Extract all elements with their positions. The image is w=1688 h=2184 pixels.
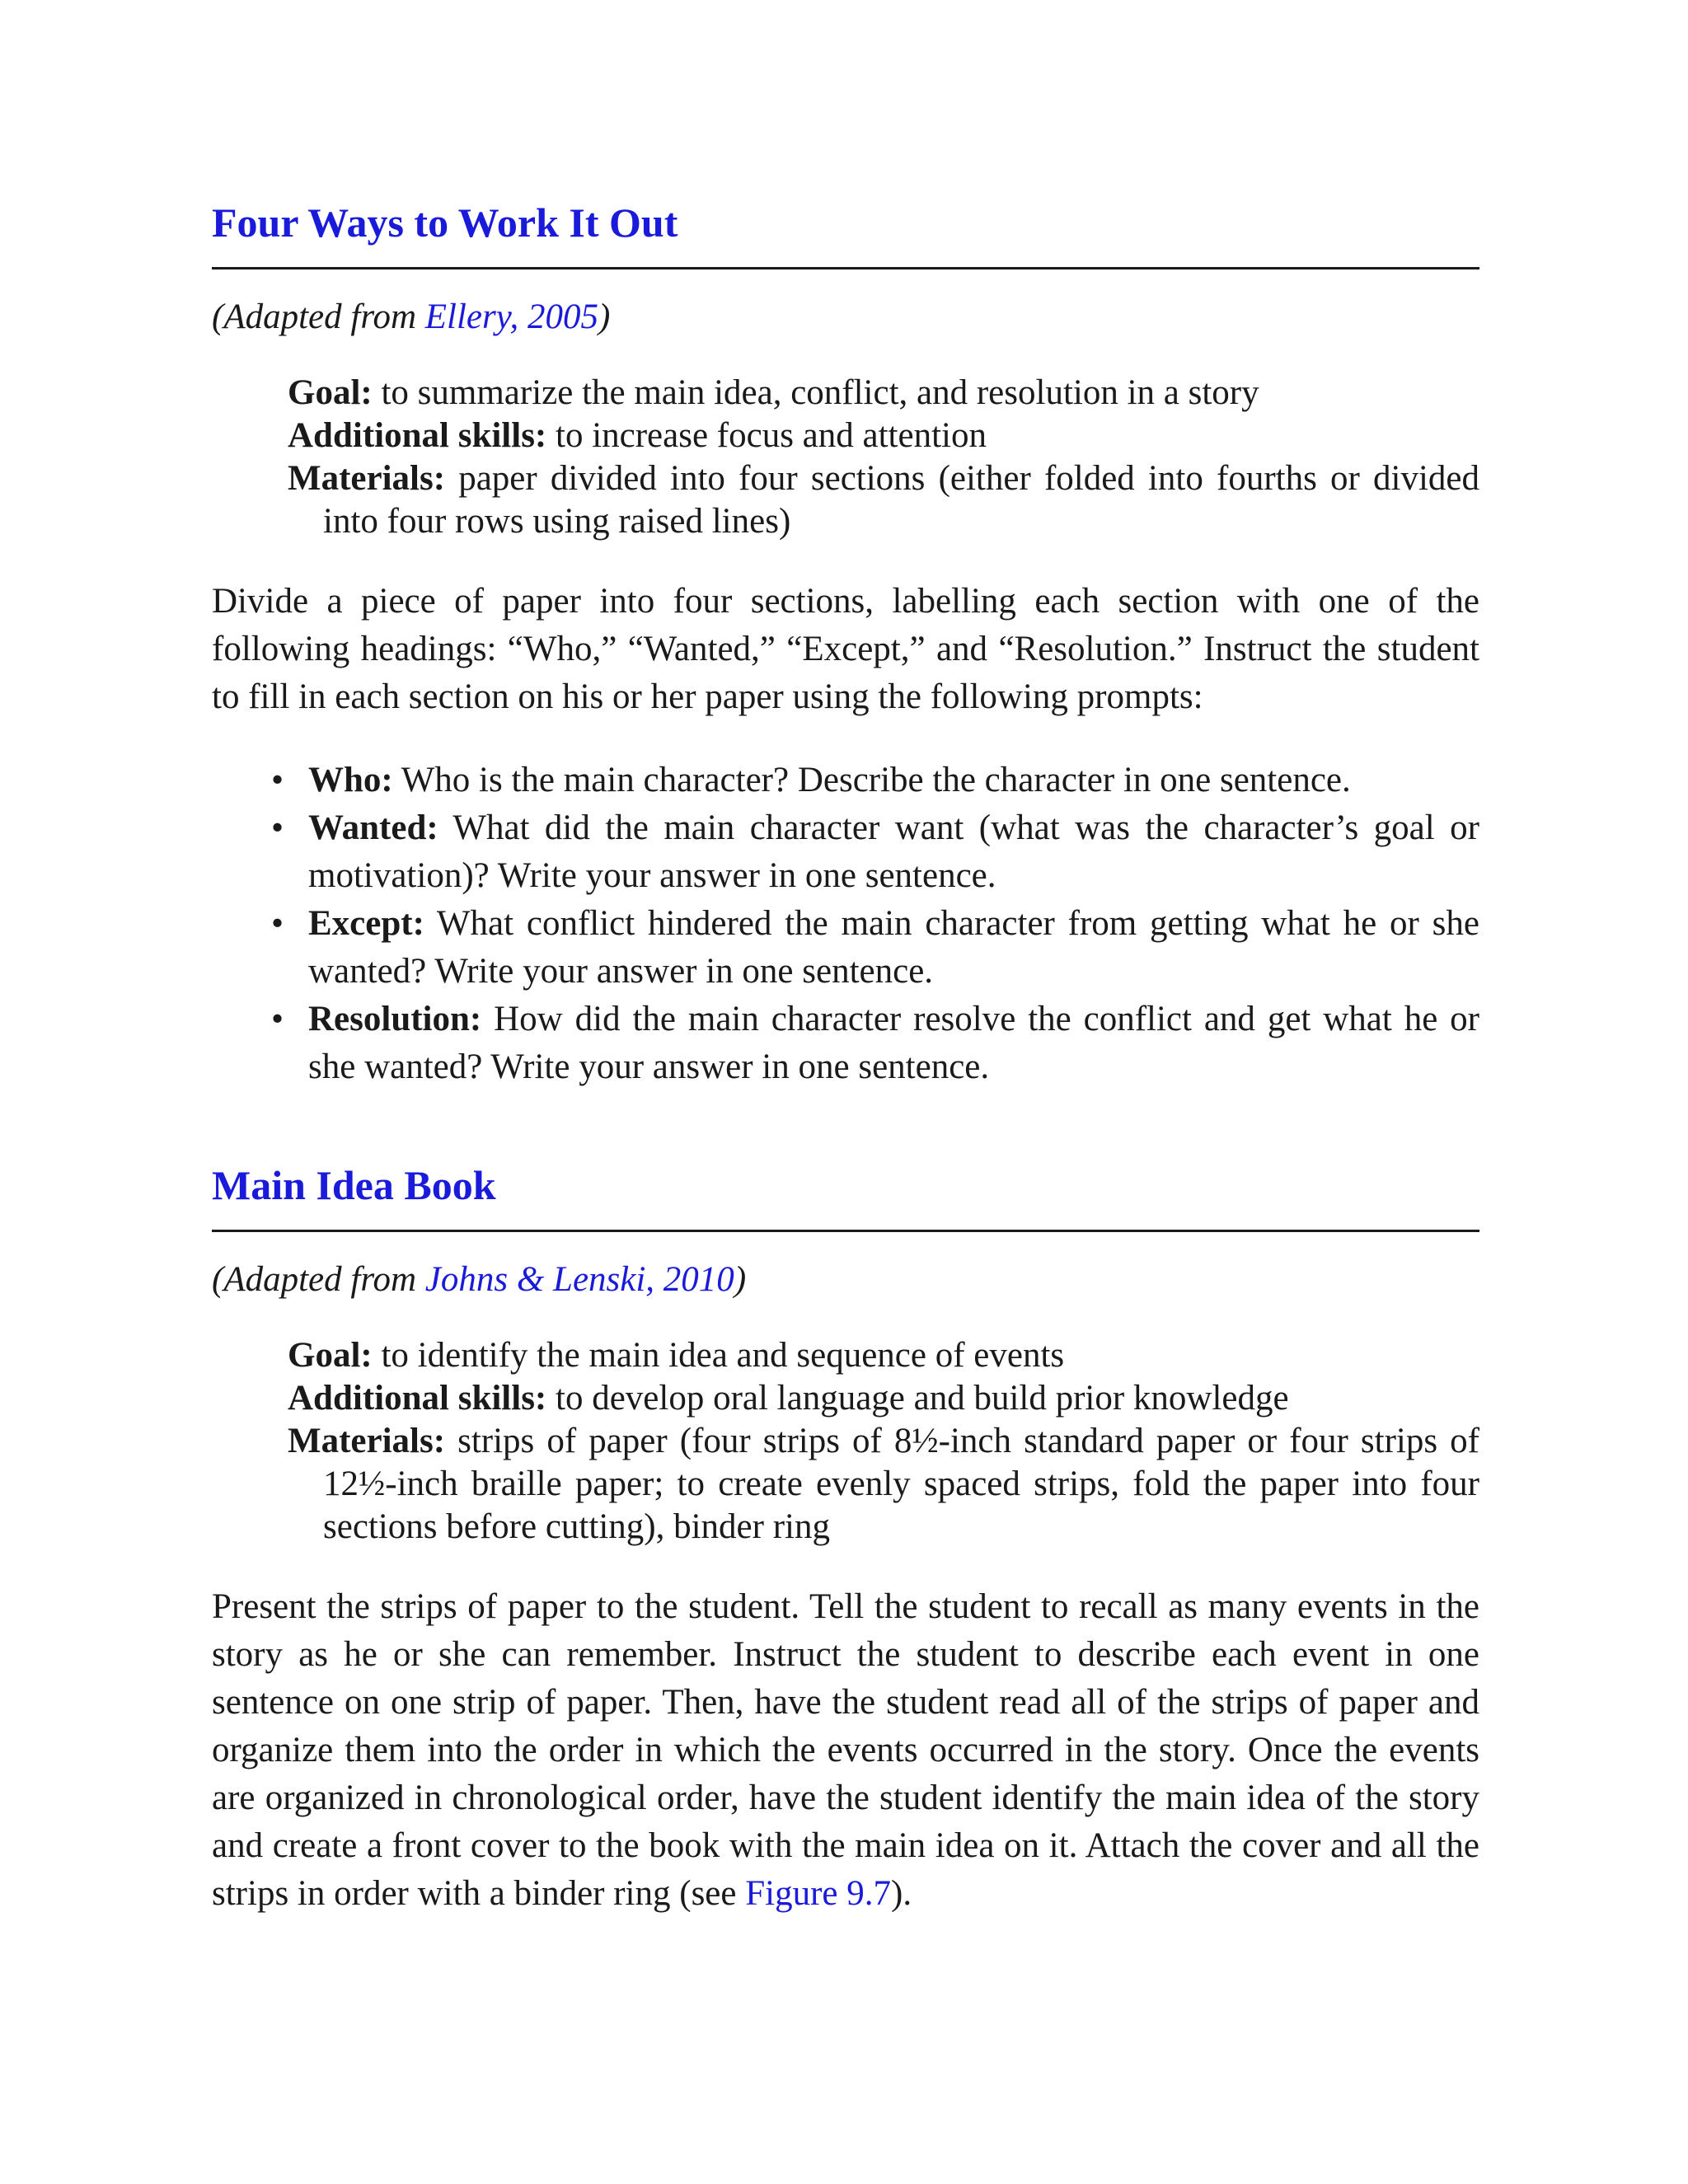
goal-text: to identify the main idea and sequence of events [372,1336,1065,1375]
citation-link-ellery[interactable]: Ellery, 2005 [424,298,598,336]
materials-text: paper divided into four sections (either folded into fourths or divided into four rows using raised lines) [323,459,1479,541]
prompt-label: Who: [308,761,393,799]
goal-label: Goal: [288,1336,373,1375]
bullet-icon: • [271,808,284,847]
materials-text: strips of paper (four strips of 8½-inch standard paper or four strips of 12½-inch braille paper; to create evenly spaced strips, fold the paper into four sections before cutting), binder ring [323,1422,1479,1546]
citation-link-johns-lenski[interactable]: Johns & Lenski, 2010 [424,1260,734,1299]
section-title-main-idea-book: Main Idea Book [212,1162,496,1208]
prompt-text: How did the main character resolve the conflict and get what he or she wanted? Write your answer in one sentence. [308,1000,1479,1086]
adapted-prefix: (Adapted from [212,298,425,336]
adapted-from-line [212,296,1479,339]
goal-label: Goal: [288,373,373,412]
instructions-paragraph [212,1583,1479,1918]
skills-label: Additional skills: [288,416,547,455]
instructions-paragraph: Divide a piece of paper into four sections, labelling each section with one of the following headings: “Who,” “Wanted,” “Except,” and “Resolution.” Instruct the student to fill in each section on his or her paper using the following prompts: [212,582,1479,716]
prompt-label: Except: [308,904,424,943]
section-divider [212,267,1479,269]
document-page [212,198,1479,1953]
skills-text: to increase focus and attention [546,416,987,455]
materials-line [288,1420,1479,1549]
adapted-prefix: (Adapted from [212,1260,425,1299]
skills-line [288,1377,1479,1420]
adapted-suffix: ) [598,298,611,336]
goal-line [288,1334,1479,1377]
list-item [271,996,1479,1091]
bullet-icon: • [271,761,284,799]
prompt-label: Resolution: [308,1000,482,1038]
section-divider [212,1230,1479,1232]
bullet-icon: • [271,1000,284,1038]
adapted-from-line [212,1258,1479,1301]
paragraph-text: Present the strips of paper to the student. Tell the student to recall as many events in the story as he or she can remember. Instruct the student to describe each event in one sentence on one strip of paper. Then, have the student read all of the strips of paper and organize them into the order in which the events occurred in the story. Once the events are organized in chronological order, have the student identify the main idea of the story and create a front cover to the book with the main idea on it. Attach the cover and all the strips in order with a binder ring (see [212,1587,1479,1913]
goal-text: to summarize the main idea, conflict, and resolution in a story [372,373,1259,412]
figure-link[interactable]: Figure 9.7 [745,1874,892,1913]
skills-label: Additional skills: [288,1379,547,1418]
materials-label: Materials: [288,1422,446,1460]
skills-line [288,415,1479,457]
list-item [271,757,1479,804]
prompt-list [212,757,1479,1091]
skills-text: to develop oral language and build prior knowledge [546,1379,1289,1418]
goal-line [288,372,1479,415]
materials-line [288,457,1479,543]
prompt-text: What did the main character want (what was the character’s goal or motivation)? Write your answer in one sentence. [308,808,1479,895]
activity-meta [288,1334,1479,1549]
section-title-four-ways: Four Ways to Work It Out [212,199,678,246]
prompt-label: Wanted: [308,808,438,847]
activity-meta [288,372,1479,543]
bullet-icon: • [271,904,284,943]
list-item [271,804,1479,900]
list-item [271,900,1479,996]
adapted-suffix: ) [734,1260,747,1299]
prompt-text: Who is the main character? Describe the character in one sentence. [392,761,1351,799]
paragraph-end: ). [891,1874,912,1913]
prompt-text: What conflict hindered the main character from getting what he or she wanted? Write your answer in one sentence. [308,904,1479,991]
materials-label: Materials: [288,459,446,498]
